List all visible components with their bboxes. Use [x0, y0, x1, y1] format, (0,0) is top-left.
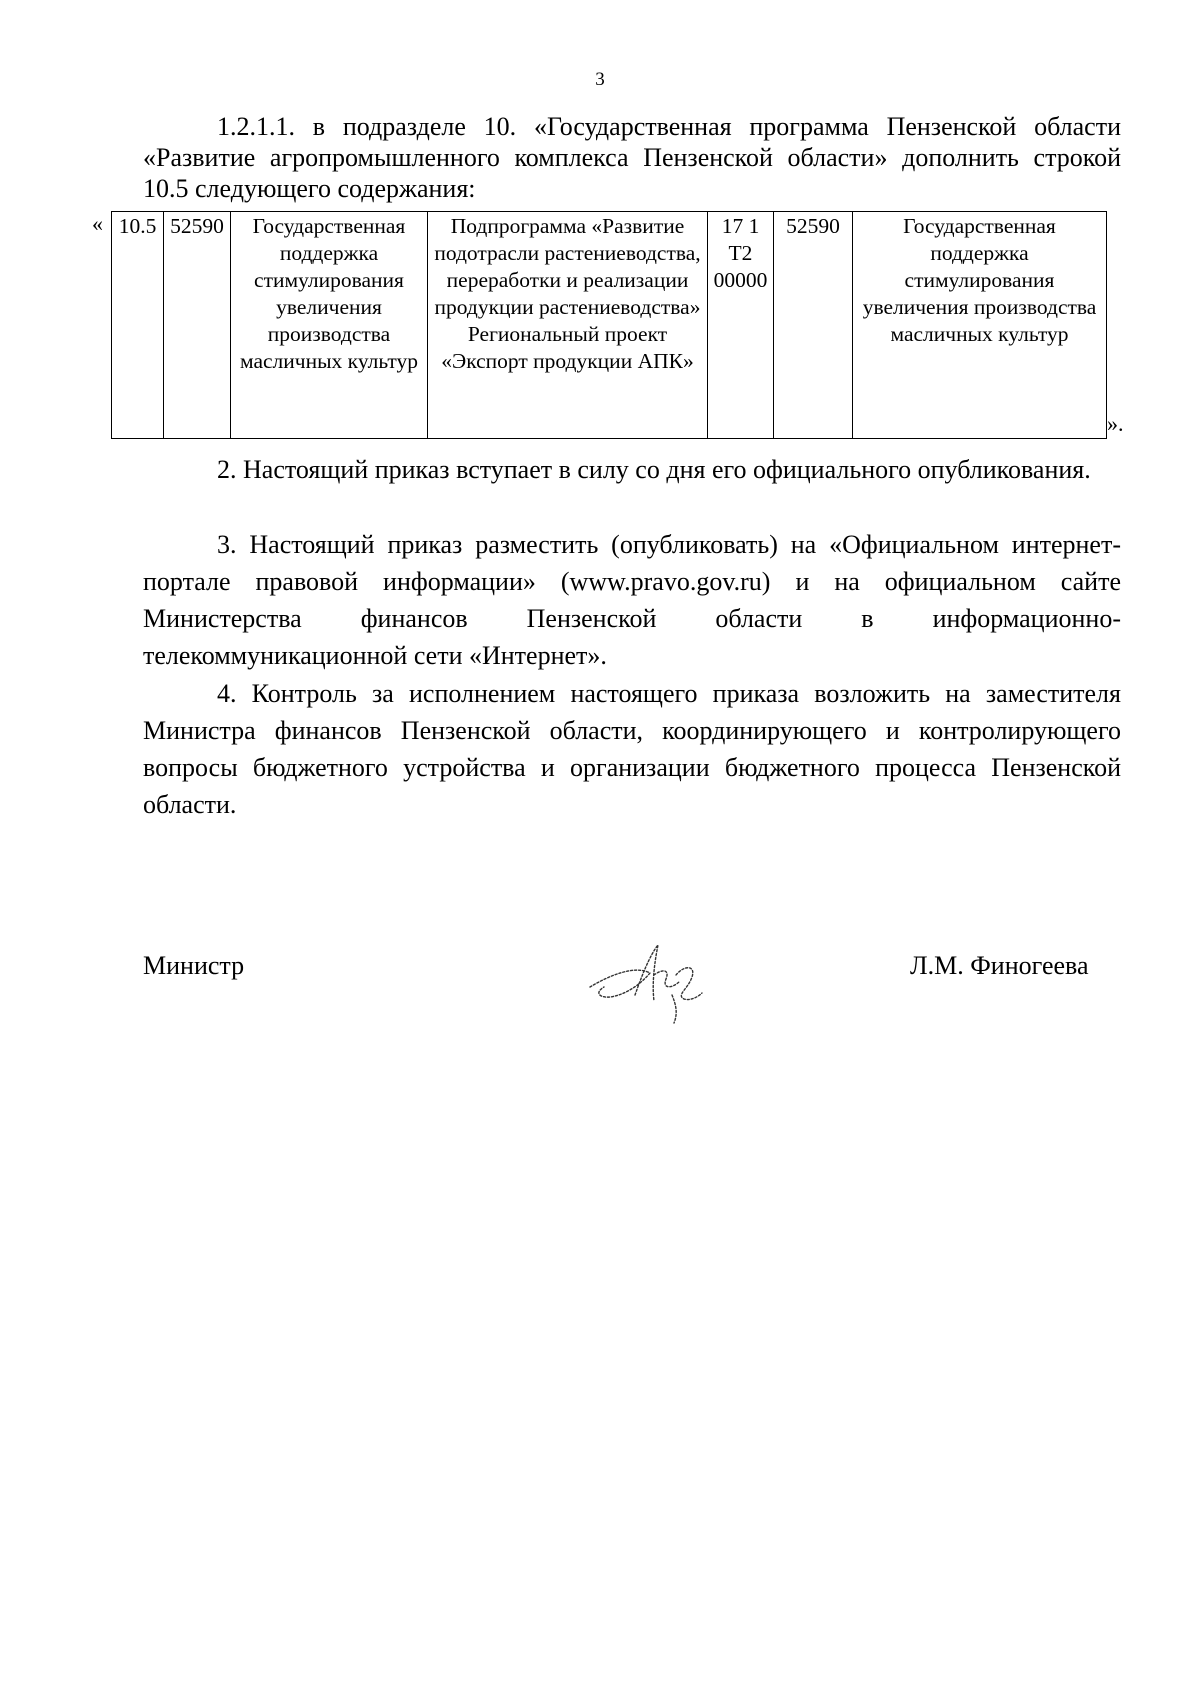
- page-number: 3: [595, 69, 605, 90]
- table-close-quote: ».: [1107, 411, 1124, 436]
- paragraph-3: 3. Настоящий приказ разместить (опубликовать) на «Официальном интернет-портале правовой информации» (www.pravo.gov.ru) и на официальном сайте Министерства финансов Пензенской области в информационно-телекоммуникационной сети «Интернет».: [143, 530, 1121, 670]
- paragraph-1-2-1-1: 1.2.1.1. в подразделе 10. «Государственная программа Пензенской области «Развитие агропромышленного комплекса Пензенской области» дополнить строкой 10.5 следующего содержания:: [143, 112, 1121, 203]
- target-code-cell: 17 1 Т2 00000: [708, 212, 774, 439]
- program-cell: Подпрограмма «Развитие подотрасли растениеводства, переработки и реализации продукции растениеводства» Региональный проект «Экспорт продукции АПК»: [428, 212, 708, 439]
- signatory-title: Министр: [143, 951, 245, 980]
- name-cell: Государственная поддержка стимулирования увеличения производства масличных культур: [231, 212, 428, 439]
- code2-cell: 52590: [774, 212, 853, 439]
- table-open-quote: «: [92, 211, 103, 236]
- handwritten-signature: [580, 935, 720, 1025]
- insert-table: [111, 211, 1107, 439]
- name2-cell: Государственная поддержка стимулирования увеличения производства масличных культур: [853, 212, 1107, 439]
- table-row: [112, 212, 1107, 439]
- paragraph-2: 2. Настоящий приказ вступает в силу со дня его официального опубликования.: [217, 455, 1091, 484]
- paragraph-4: 4. Контроль за исполнением настоящего приказа возложить на заместителя Министра финансов Пензенской области, координирующего и контролирующего вопросы бюджетного устройства и организации бюджетного процесса Пензенской области.: [143, 679, 1121, 819]
- row-number-cell: 10.5: [112, 212, 164, 439]
- code-cell: 52590: [164, 212, 231, 439]
- signature-block: [0, 947, 1200, 1027]
- signatory-name: Л.М. Финогеева: [910, 951, 1089, 980]
